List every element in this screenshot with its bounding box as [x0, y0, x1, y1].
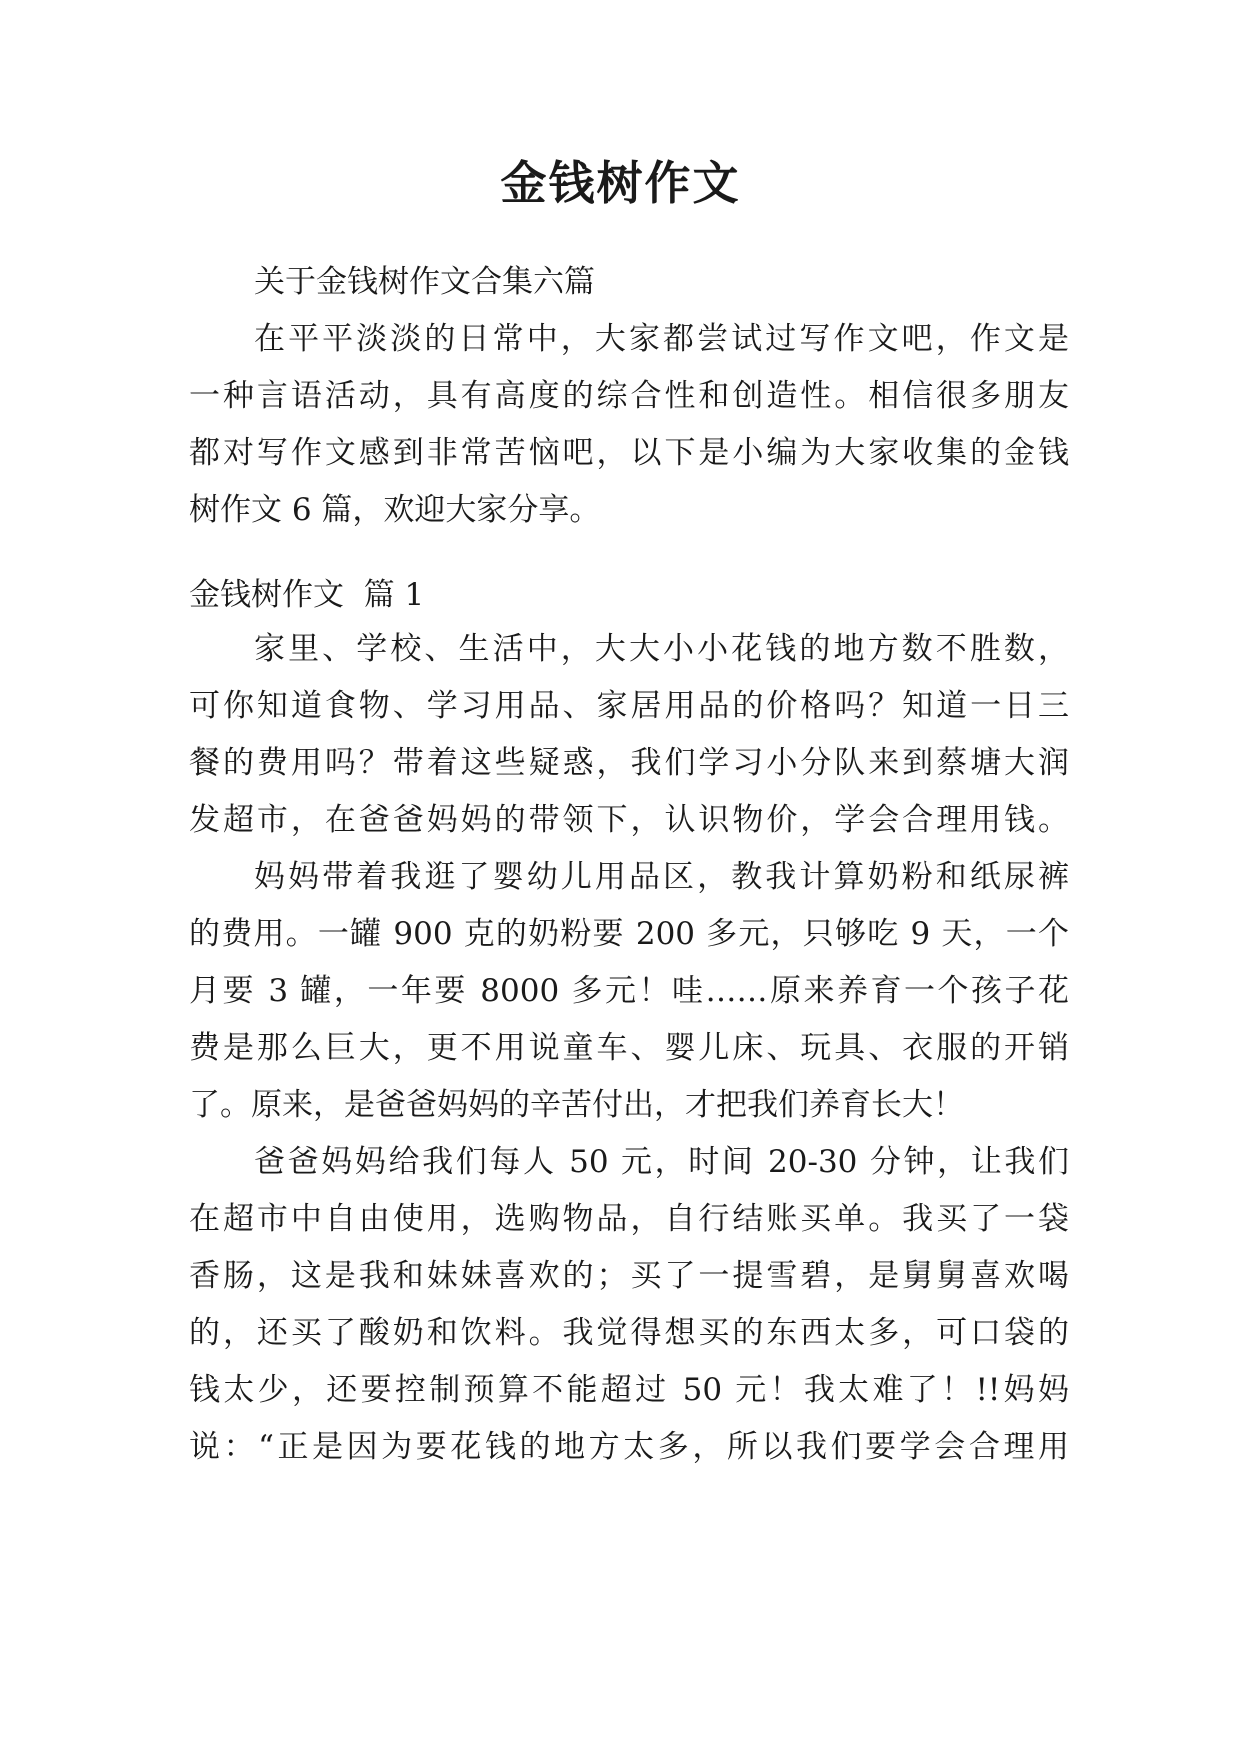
- paragraph-line: 月要 3 罐，一年要 8000 多元！哇……原来养育一个孩子花: [189, 973, 1069, 1009]
- paragraph-line: 钱太少，还要控制预算不能超过 50 元！我太难了！!!妈妈: [189, 1372, 1069, 1408]
- intro-line: 一种言语活动，具有高度的综合性和创造性。相信很多朋友: [189, 378, 1069, 414]
- document-subtitle: 关于金钱树作文合集六篇: [254, 264, 595, 300]
- section-heading: 金钱树作文 篇 1: [189, 577, 425, 613]
- intro-line: 都对写作文感到非常苦恼吧，以下是小编为大家收集的金钱: [189, 435, 1069, 471]
- paragraph-line: 费是那么巨大，更不用说童车、婴儿床、玩具、衣服的开销: [189, 1030, 1069, 1066]
- paragraph-line: 说：“正是因为要花钱的地方太多，所以我们要学会合理用: [189, 1429, 1069, 1465]
- paragraph-line: 的费用。一罐 900 克的奶粉要 200 多元，只够吃 9 天，一个: [189, 916, 1069, 952]
- paragraph-line: 在超市中自由使用，选购物品，自行结账买单。我买了一袋: [189, 1201, 1069, 1237]
- intro-line: 树作文 6 篇，欢迎大家分享。: [189, 492, 601, 528]
- paragraph-line: 的，还买了酸奶和饮料。我觉得想买的东西太多，可口袋的: [189, 1315, 1069, 1351]
- paragraph-line: 可你知道食物、学习用品、家居用品的价格吗？知道一日三: [189, 688, 1069, 724]
- paragraph-line: 香肠，这是我和妹妹喜欢的；买了一提雪碧，是舅舅喜欢喝: [189, 1258, 1069, 1294]
- document-title: 金钱树作文: [500, 156, 741, 210]
- paragraph-line: 了。原来，是爸爸妈妈的辛苦付出，才把我们养育长大！: [189, 1087, 964, 1123]
- paragraph-line: 爸爸妈妈给我们每人 50 元，时间 20-30 分钟，让我们: [254, 1144, 1069, 1180]
- paragraph-line: 家里、学校、生活中，大大小小花钱的地方数不胜数，: [254, 631, 1069, 667]
- paragraph-line: 妈妈带着我逛了婴幼儿用品区，教我计算奶粉和纸尿裤: [254, 859, 1069, 895]
- paragraph-line: 餐的费用吗？带着这些疑惑，我们学习小分队来到蔡塘大润: [189, 745, 1069, 781]
- intro-line: 在平平淡淡的日常中，大家都尝试过写作文吧，作文是: [254, 321, 1069, 357]
- paragraph-line: 发超市，在爸爸妈妈的带领下，认识物价，学会合理用钱。: [189, 802, 1069, 838]
